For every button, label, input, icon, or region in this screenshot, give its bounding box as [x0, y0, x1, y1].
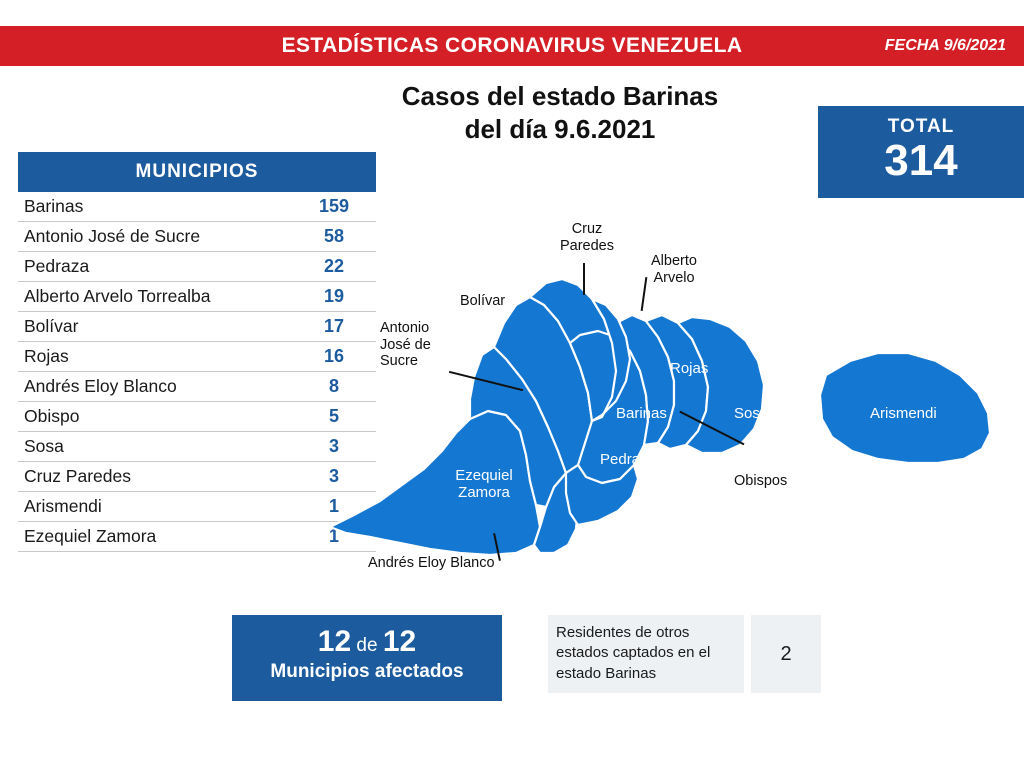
- residents-note: Residentes de otros estados captados en el estado Barinas: [548, 615, 744, 693]
- affected-total: 12: [382, 625, 417, 658]
- table-cell-casos: 5: [328, 406, 339, 426]
- table-cell-municipio: Sosa: [24, 436, 64, 456]
- banner-date: FECHA 9/6/2021: [884, 37, 1006, 54]
- table-row: [18, 252, 376, 282]
- map-label-ezequiel-zamora: [438, 467, 530, 502]
- table-cell-casos: 1: [328, 496, 339, 516]
- table-cell-municipio: Obispo: [24, 406, 80, 426]
- table-cell-municipio: Bolívar: [24, 316, 79, 336]
- table-row: [18, 522, 376, 552]
- table-cell-casos: 58: [323, 226, 345, 246]
- table-cell-casos: 3: [328, 466, 339, 486]
- map-label-antonio-line1: Antonio: [380, 320, 430, 336]
- map-label-andres-eloy-blanco: Andrés Eloy Blanco: [368, 555, 495, 571]
- table-row: [18, 432, 376, 462]
- total-value: 314: [884, 136, 958, 185]
- table-cell-municipio: Cruz Paredes: [24, 466, 131, 486]
- leader-line-cruz-paredes: [583, 263, 585, 295]
- table-cell-municipio: Rojas: [24, 346, 69, 366]
- table-cell-municipio: Alberto Arvelo Torrealba: [24, 286, 211, 306]
- table-row: [18, 342, 376, 372]
- table-cell-casos: 8: [328, 376, 339, 396]
- table-cell-casos: 17: [323, 316, 345, 336]
- table-cell-municipio: Ezequiel Zamora: [24, 526, 157, 546]
- page-title-line1: Casos del estado Barinas: [401, 81, 719, 111]
- table-row: [18, 222, 376, 252]
- map-label-ezequiel-line2: Zamora: [458, 484, 510, 502]
- page-title: [300, 80, 820, 145]
- table-cell-casos: 19: [323, 286, 345, 306]
- banner-title: ESTADÍSTICAS CORONAVIRUS VENEZUELA: [281, 34, 743, 57]
- table-cell-casos: 1: [328, 526, 339, 546]
- barinas-map: [330, 215, 1024, 575]
- table-cell-casos: 3: [328, 436, 339, 456]
- table-cell-municipio: Arismendi: [24, 496, 102, 516]
- table-cell-municipio: Pedraza: [24, 256, 90, 276]
- table-cell-municipio: Antonio José de Sucre: [24, 226, 201, 246]
- table-cell-casos: 22: [323, 256, 345, 276]
- table-cell-casos: 16: [323, 346, 345, 366]
- affected-caption: Municipios afectados: [270, 661, 464, 682]
- map-label-cruz-paredes: [544, 221, 630, 254]
- page-title-line2: del día 9.6.2021: [464, 113, 656, 144]
- table-header: MUNICIPIOS: [18, 152, 376, 192]
- map-label-pedraza: Pedraza: [600, 451, 656, 468]
- table-row: [18, 462, 376, 492]
- map-label-bolivar: Bolívar: [460, 293, 506, 309]
- affected-counts: [232, 625, 502, 659]
- table-cell-municipio: Andrés Eloy Blanco: [24, 376, 177, 396]
- municipios-afectados-box: [232, 615, 502, 701]
- map-label-sosa: Sosa: [734, 405, 769, 422]
- map-label-alberto-arvelo-line1: Alberto: [651, 253, 697, 269]
- top-banner: [0, 26, 1024, 66]
- table-row: [18, 372, 376, 402]
- municipios-table: [18, 152, 376, 552]
- table-cell-municipio: Barinas: [24, 196, 84, 216]
- map-label-barinas: Barinas: [616, 405, 667, 422]
- map-label-arismendi: Arismendi: [870, 405, 937, 422]
- map-label-cruz-paredes-line2: Paredes: [559, 237, 614, 254]
- map-label-rojas: Rojas: [670, 360, 709, 377]
- table-row: [18, 192, 376, 222]
- map-label-alberto-arvelo: [628, 253, 720, 286]
- map-label-antonio-line3: Sucre: [380, 353, 418, 370]
- table-cell-casos: 159: [318, 196, 350, 216]
- table-body: [18, 192, 376, 552]
- table-row: [18, 492, 376, 522]
- table-row: [18, 282, 376, 312]
- map-label-cruz-paredes-line1: Cruz: [571, 221, 603, 237]
- table-row: [18, 402, 376, 432]
- total-box: [818, 106, 1024, 198]
- affected-of: de: [356, 635, 378, 656]
- table-row: [18, 312, 376, 342]
- map-label-antonio-line2: José de: [380, 336, 431, 353]
- affected-count: 12: [317, 625, 352, 658]
- total-label: TOTAL: [887, 116, 955, 137]
- map-label-ezequiel-line1: Ezequiel: [455, 467, 513, 484]
- map-label-alberto-arvelo-line2: Arvelo: [653, 269, 695, 286]
- residents-value: 2: [751, 615, 821, 693]
- map-label-obispos: Obispos: [734, 473, 788, 489]
- map-label-antonio-jose-de-sucre: [380, 320, 460, 370]
